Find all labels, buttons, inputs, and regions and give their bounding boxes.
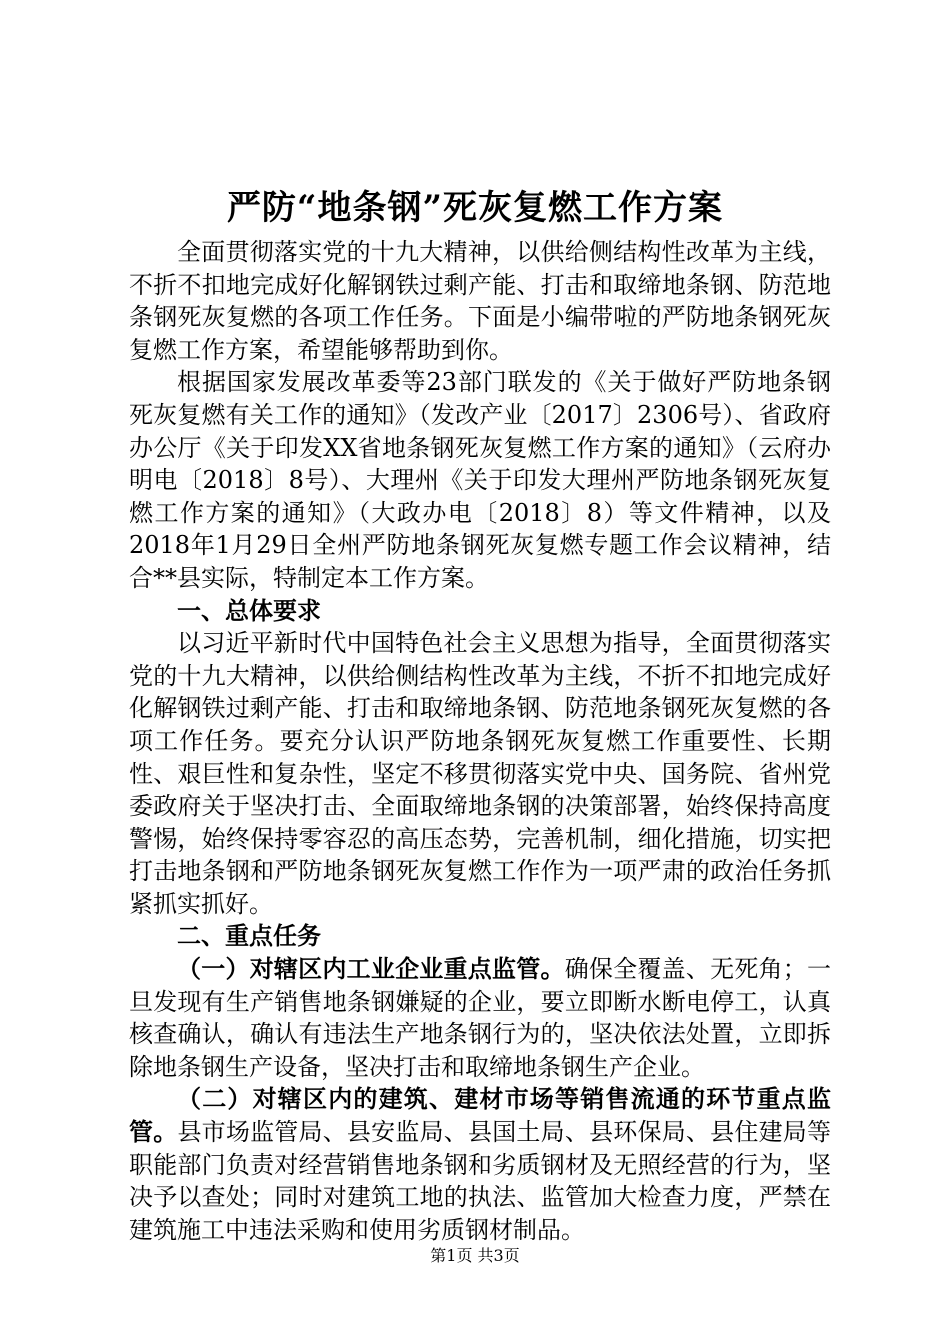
task-heading-2: （二）对辖区内的建筑、建材市场等销售流通的环节重点监管。 [129, 1084, 831, 1147]
basis-paragraph: 根据国家发展改革委等23部门联发的《关于做好严防地条钢死灰复燃有关工作的通知》（发改产业〔2017〕2306号）、省政府办公厅《关于印发XX省地条钢死灰复燃工作方案的通知》（云府办明电〔2018〕8号）、大理州《关于印发大理州严防地条钢死灰复燃工作方案的通知》（大政办电〔2018〕8）等文件精神，以及2018年1月29日全州严防地条钢死灰复燃专题工作会议精神，结合**县实际，特制定本工作方案。 [129, 368, 831, 592]
task-paragraph-2 [129, 1083, 831, 1246]
task-text-1: 确保全覆盖、无死角；一旦发现有生产销售地条钢嫌疑的企业，要立即断水断电停工，认真核查确认，确认有违法生产地条钢行为的，坚决依法处置，立即拆除地条钢生产设备，坚决打击和取缔地条钢生产企业。 [129, 955, 832, 1081]
task-text-2: 县市场监管局、县安监局、县国土局、县环保局、县住建局等职能部门负责对经营销售地条钢和劣质钢材及无照经营的行为，坚决予以查处；同时对建筑工地的执法、监管加大检查力度，严禁在建筑施工中违法采购和使用劣质钢材制品。 [129, 1118, 832, 1244]
task-paragraph-1 [129, 953, 831, 1083]
intro-paragraph: 全面贯彻落实党的十九大精神，以供给侧结构性改革为主线，不折不扣地完成好化解钢铁过剩产能、打击和取缔地条钢、防范地条钢死灰复燃的各项工作任务。下面是小编带啦的严防地条钢死灰复燃工作方案，希望能够帮助到你。 [129, 238, 831, 364]
page-footer: 第1页 共3页 [430, 1246, 520, 1265]
section-heading-overall: 一、总体要求 [177, 595, 321, 625]
document-body [129, 236, 831, 1246]
document-title: 严防“地条钢”死灰复燃工作方案 [226, 188, 724, 228]
section-heading-tasks: 二、重点任务 [177, 921, 321, 951]
task-heading-1: （一）对辖区内工业企业重点监管。 [177, 954, 565, 984]
section-text-overall: 以习近平新时代中国特色社会主义思想为指导，全面贯彻落实党的十九大精神，以供给侧结构性改革为主线，不折不扣地完成好化解钢铁过剩产能、打击和取缔地条钢、防范地条钢死灰复燃的各项工作任务。要充分认识严防地条钢死灰复燃工作重要性、长期性、艰巨性和复杂性，坚定不移贯彻落实党中央、国务院、省州党委政府关于坚决打击、全面取缔地条钢的决策部署，始终保持高度警惕，始终保持零容忍的高压态势，完善机制，细化措施，切实把打击地条钢和严防地条钢死灰复燃工作作为一项严肃的政治任务抓紧抓实抓好。 [129, 629, 831, 918]
